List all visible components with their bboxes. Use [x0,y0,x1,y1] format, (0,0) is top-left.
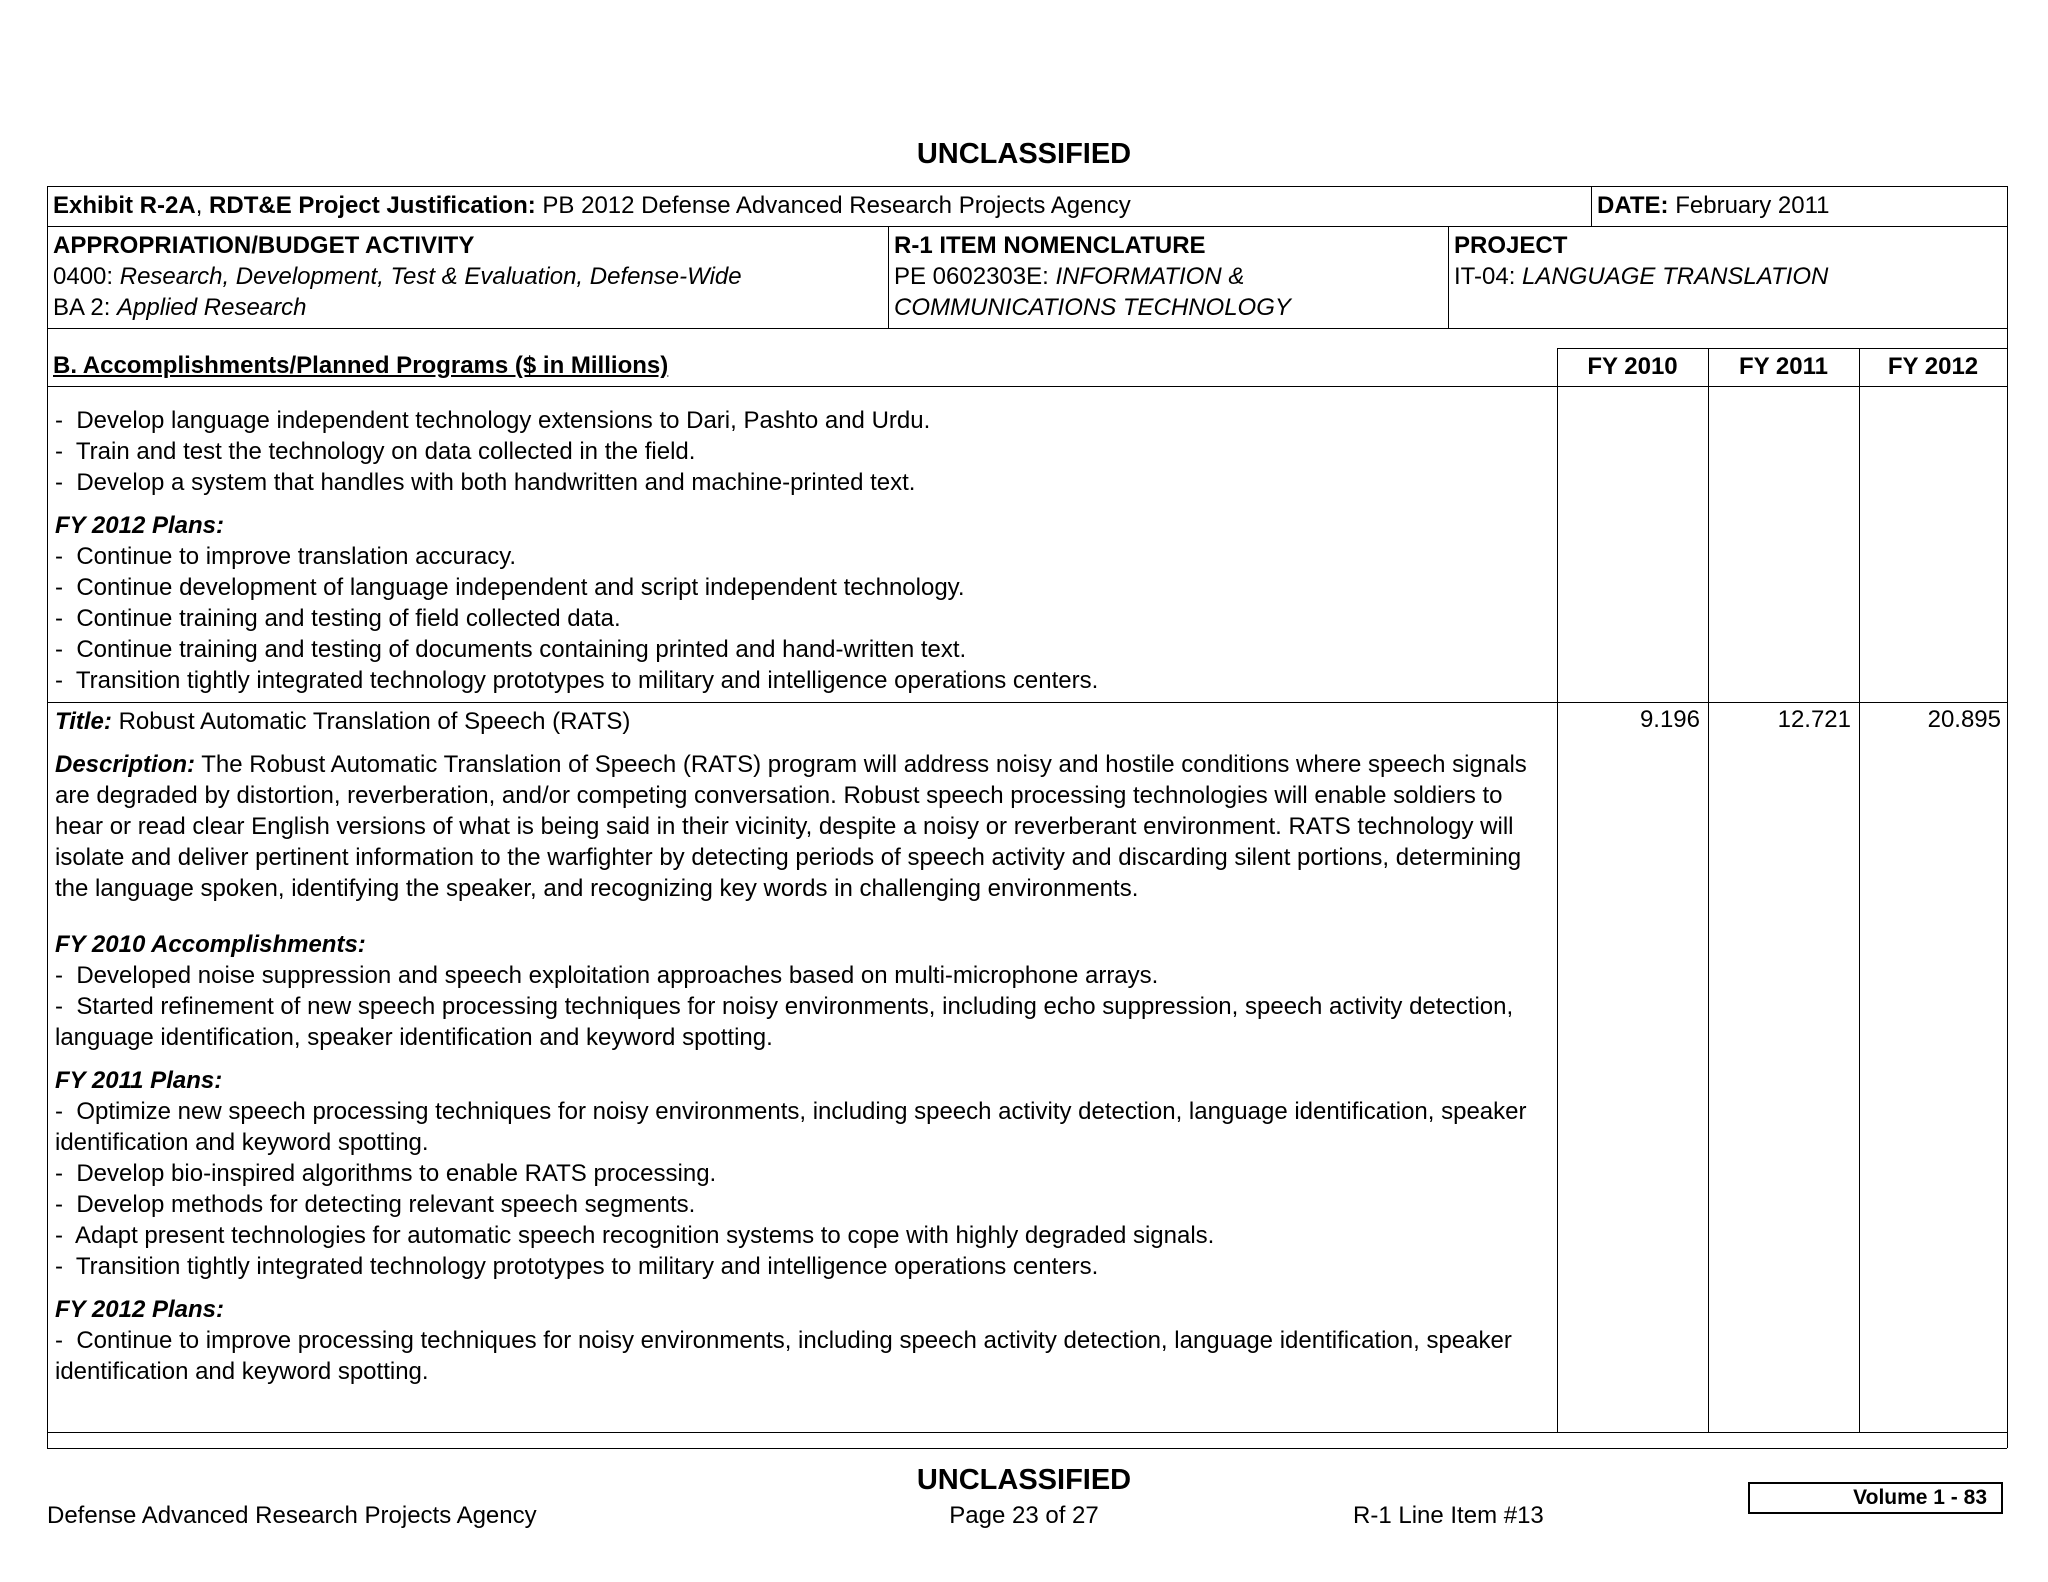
fy2012-heading: FY 2012 Plans: [55,1296,224,1323]
list-item: - Started refinement of new speech processing techniques for noisy environments, including echo suppression, speech activity detection, language identification, speaker identification and keyword spotting. [55,991,1550,1053]
fy2012-column-header: FY 2012 [1887,353,1979,380]
list-item: - Transition tightly integrated technology prototypes to military and intelligence operations centers. [55,1251,1550,1282]
list-item: - Developed noise suppression and speech exploitation approaches based on multi-microphone arrays. [55,960,1550,991]
exhibit-title [53,190,1131,221]
ba-name: Applied Research [117,294,307,321]
r1-cell [894,230,1291,323]
r1-name-2: COMMUNICATIONS TECHNOLOGY [894,294,1291,321]
rule [1591,186,1592,226]
r1-name-1: INFORMATION & [1055,263,1245,290]
approp-line [53,261,742,292]
approp-label: APPROPRIATION/BUDGET ACTIVITY [53,232,475,259]
project-line [1454,261,1828,292]
list-item: - Develop methods for detecting relevant speech segments. [55,1189,1550,1220]
approp-name: Research, Development, Test & Evaluation, Defense-Wide [119,263,742,290]
rule [47,328,2007,329]
ba-code: BA 2: [53,294,118,321]
title-label: Title: [55,708,112,735]
rule [1557,348,1558,1433]
rule [47,702,2007,703]
date-field [1597,190,1830,221]
rule [1708,348,1709,1433]
rule [1557,348,2007,349]
fy2010-column-header: FY 2010 [1587,353,1678,380]
classification-bottom: UNCLASSIFIED [916,1464,1132,1496]
rule [47,386,2007,387]
rats-description [55,749,1550,904]
block1-list [55,405,1550,498]
exhibit-sep: , [195,192,210,219]
footer-agency: Defense Advanced Research Projects Agency [47,1502,537,1529]
list-item: - Develop a system that handles with both handwritten and machine-printed text. [55,467,1550,498]
fy2011-column-header: FY 2011 [1739,353,1828,380]
rule [47,1448,2007,1449]
list-item: - Train and test the technology on data collected in the field. [55,436,1550,467]
approp-code: 0400: [53,263,120,290]
list-item: - Develop bio-inspired algorithms to enable RATS processing. [55,1158,1550,1189]
rule [47,186,2007,187]
block2-content [55,706,1550,1387]
block1-fy2012-list [55,541,1550,696]
footer-page: Page 23 of 27 [949,1502,1099,1529]
rule [888,226,889,328]
rats-fy2010-value: 9.196 [1639,706,1700,733]
rule [1859,348,1860,1433]
description-label: Description: [55,751,196,778]
date-value: February 2011 [1668,192,1830,219]
volume-box: Volume 1 - 83 [1748,1482,2003,1514]
appropriation-cell [53,230,742,323]
project-name: LANGUAGE TRANSLATION [1522,263,1829,290]
list-item: - Adapt present technologies for automatic speech recognition systems to cope with highly degraded signals. [55,1220,1550,1251]
project-label: PROJECT [1454,232,1568,259]
list-item: - Continue development of language independent and script independent technology. [55,572,1550,603]
rule [47,1432,2007,1433]
title-value: Robust Automatic Translation of Speech (RATS) [111,708,631,735]
list-item: - Continue to improve translation accuracy. [55,541,1550,572]
r1-pe: PE 0602303E: [894,263,1056,290]
footer-line-item: R-1 Line Item #13 [1353,1502,1544,1529]
r1-label: R-1 ITEM NOMENCLATURE [894,232,1206,259]
fy2011-heading: FY 2011 Plans: [55,1067,223,1094]
justification-label: RDT&E Project Justification: [209,192,536,219]
r1-line [894,261,1291,292]
list-item: - Continue training and testing of field collected data. [55,603,1550,634]
rats-fy2011-value: 12.721 [1777,706,1851,733]
fy2010-list [55,960,1550,1053]
list-item: - Develop language independent technology extensions to Dari, Pashto and Urdu. [55,405,1550,436]
block1-content [55,405,1550,696]
rule [47,186,48,1448]
project-cell [1454,230,1828,292]
rule [47,226,2007,227]
fy2012-list [55,1325,1550,1387]
list-item: - Continue training and testing of documents containing printed and hand-written text. [55,634,1550,665]
rats-title [55,706,1550,737]
date-label: DATE: [1597,192,1669,219]
project-code: IT-04: [1454,263,1523,290]
ba-line [53,292,742,323]
description-text: The Robust Automatic Translation of Speech (RATS) program will address noisy and hostile conditions where speech signals are degraded by distortion, reverberation, and/or competing conversation. Robust speech processing technologies will enable soldiers to hear or read clear English versions of what is being said in their vicinity, despite a noisy or reverberant environment. RATS technology will isolate and deliver pertinent information to the warfighter by detecting periods of speech activity and discarding silent portions, determining the language spoken, identifying the speaker, and recognizing key words in challenging environments. [55,751,1527,902]
rule [2007,186,2008,1448]
fy2010-heading: FY 2010 Accomplishments: [55,931,366,958]
list-item: - Transition tightly integrated technology prototypes to military and intelligence operations centers. [55,665,1550,696]
justification-value: PB 2012 Defense Advanced Research Projects Agency [535,192,1131,219]
block1-fy2012-heading: FY 2012 Plans: [55,512,224,539]
rats-fy2012-value: 20.895 [1927,706,2001,733]
list-item: - Optimize new speech processing techniques for noisy environments, including speech activity detection, language identification, speaker identification and keyword spotting. [55,1096,1550,1158]
list-item: - Continue to improve processing techniques for noisy environments, including speech activity detection, language identification, speaker identification and keyword spotting. [55,1325,1550,1387]
section-title: B. Accomplishments/Planned Programs ($ in Millions) [53,352,669,379]
exhibit-label: Exhibit R-2A [53,192,196,219]
classification-top: UNCLASSIFIED [916,138,1132,170]
fy2011-list [55,1096,1550,1282]
rule [1448,226,1449,328]
